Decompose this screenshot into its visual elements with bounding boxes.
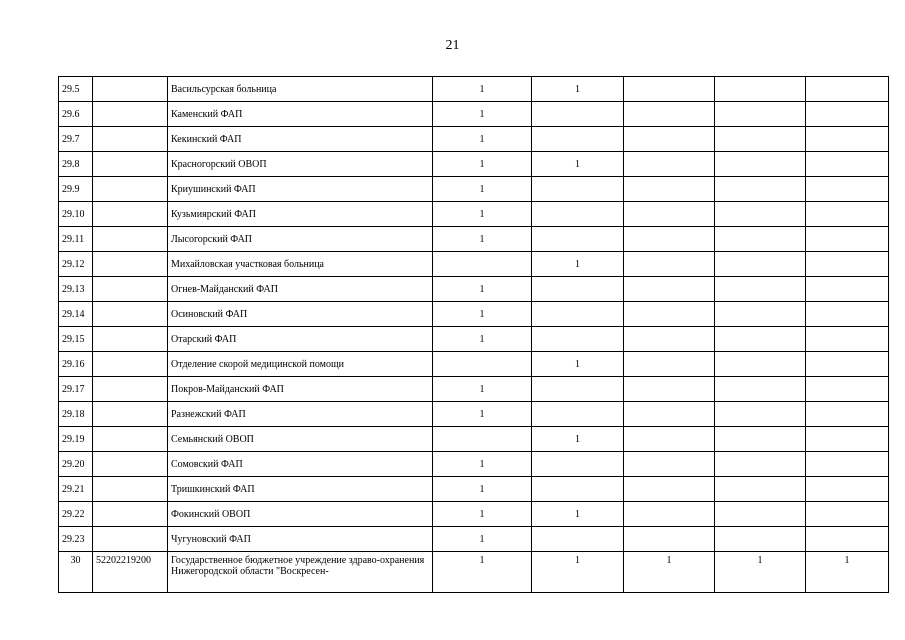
code-cell xyxy=(93,77,168,102)
table-row xyxy=(59,152,889,177)
institution-name-cell: Фокинский ОВОП xyxy=(168,502,433,527)
value-cell-1: 1 xyxy=(433,452,532,477)
value-cell-3: 1 xyxy=(624,552,715,593)
institution-name-cell: Огнев-Майданский ФАП xyxy=(168,277,433,302)
institution-name-cell: Разнежский ФАП xyxy=(168,402,433,427)
page-number: 21 xyxy=(445,38,460,53)
table-row xyxy=(59,127,889,152)
value-cell-4 xyxy=(715,252,806,277)
value-cell-1: 1 xyxy=(433,402,532,427)
value-cell-2: 1 xyxy=(532,352,624,377)
institution-name-cell: Осиновский ФАП xyxy=(168,302,433,327)
row-number-cell: 29.7 xyxy=(59,127,93,152)
value-cell-5 xyxy=(806,177,889,202)
value-cell-2: 1 xyxy=(532,427,624,452)
value-cell-3 xyxy=(624,277,715,302)
value-cell-3 xyxy=(624,77,715,102)
value-cell-4: 1 xyxy=(715,552,806,593)
institution-name-cell: Красногорский ОВОП xyxy=(168,152,433,177)
table-row xyxy=(59,252,889,277)
value-cell-1: 1 xyxy=(433,202,532,227)
institution-name-cell: Кекинский ФАП xyxy=(168,127,433,152)
value-cell-2: 1 xyxy=(532,552,624,593)
value-cell-3 xyxy=(624,377,715,402)
value-cell-1 xyxy=(433,252,532,277)
value-cell-5 xyxy=(806,252,889,277)
table-row xyxy=(59,202,889,227)
value-cell-2 xyxy=(532,477,624,502)
value-cell-2: 1 xyxy=(532,77,624,102)
row-number-cell: 29.12 xyxy=(59,252,93,277)
table-body xyxy=(59,77,889,593)
row-number-cell: 29.15 xyxy=(59,327,93,352)
value-cell-5 xyxy=(806,427,889,452)
value-cell-2 xyxy=(532,527,624,552)
value-cell-4 xyxy=(715,177,806,202)
institution-name-cell: Тришкинский ФАП xyxy=(168,477,433,502)
value-cell-5: 1 xyxy=(806,552,889,593)
value-cell-5 xyxy=(806,477,889,502)
value-cell-5 xyxy=(806,202,889,227)
institution-name-cell: Государственное бюджетное учреждение здраво-охранения Нижегородской области "Воскресен- xyxy=(168,552,433,593)
row-number-cell: 29.11 xyxy=(59,227,93,252)
value-cell-3 xyxy=(624,302,715,327)
institution-name-cell: Каменский ФАП xyxy=(168,102,433,127)
value-cell-2 xyxy=(532,202,624,227)
value-cell-3 xyxy=(624,202,715,227)
table-row xyxy=(59,352,889,377)
row-number-cell: 29.9 xyxy=(59,177,93,202)
value-cell-5 xyxy=(806,127,889,152)
value-cell-3 xyxy=(624,177,715,202)
value-cell-2: 1 xyxy=(532,252,624,277)
value-cell-5 xyxy=(806,152,889,177)
value-cell-3 xyxy=(624,352,715,377)
value-cell-3 xyxy=(624,402,715,427)
value-cell-3 xyxy=(624,427,715,452)
value-cell-2 xyxy=(532,177,624,202)
value-cell-2: 1 xyxy=(532,152,624,177)
row-number-cell: 29.10 xyxy=(59,202,93,227)
row-number-cell: 29.18 xyxy=(59,402,93,427)
institution-name-cell: Лысогорский ФАП xyxy=(168,227,433,252)
value-cell-2 xyxy=(532,327,624,352)
value-cell-3 xyxy=(624,327,715,352)
value-cell-4 xyxy=(715,227,806,252)
value-cell-1: 1 xyxy=(433,77,532,102)
row-number-cell: 29.8 xyxy=(59,152,93,177)
value-cell-4 xyxy=(715,102,806,127)
institutions-table xyxy=(58,76,889,593)
table-row xyxy=(59,277,889,302)
value-cell-1: 1 xyxy=(433,377,532,402)
value-cell-5 xyxy=(806,377,889,402)
institution-name-cell: Покров-Майданский ФАП xyxy=(168,377,433,402)
table-row xyxy=(59,227,889,252)
code-cell: 52202219200 xyxy=(93,552,168,593)
value-cell-5 xyxy=(806,277,889,302)
value-cell-2 xyxy=(532,227,624,252)
value-cell-1: 1 xyxy=(433,102,532,127)
value-cell-4 xyxy=(715,527,806,552)
table-row xyxy=(59,427,889,452)
row-number-cell: 29.17 xyxy=(59,377,93,402)
value-cell-2 xyxy=(532,102,624,127)
value-cell-2 xyxy=(532,302,624,327)
value-cell-5 xyxy=(806,452,889,477)
row-number-cell: 29.20 xyxy=(59,452,93,477)
institution-name-cell: Семьянский ОВОП xyxy=(168,427,433,452)
code-cell xyxy=(93,127,168,152)
table-row xyxy=(59,402,889,427)
code-cell xyxy=(93,427,168,452)
value-cell-1: 1 xyxy=(433,477,532,502)
value-cell-4 xyxy=(715,402,806,427)
table-row xyxy=(59,502,889,527)
row-number-cell: 29.6 xyxy=(59,102,93,127)
value-cell-4 xyxy=(715,277,806,302)
row-number-cell: 30 xyxy=(59,552,93,593)
value-cell-5 xyxy=(806,327,889,352)
value-cell-2: 1 xyxy=(532,502,624,527)
value-cell-4 xyxy=(715,427,806,452)
code-cell xyxy=(93,102,168,127)
code-cell xyxy=(93,527,168,552)
value-cell-4 xyxy=(715,302,806,327)
institution-name-cell: Отделение скорой медицинской помощи xyxy=(168,352,433,377)
value-cell-1: 1 xyxy=(433,127,532,152)
value-cell-1 xyxy=(433,427,532,452)
code-cell xyxy=(93,177,168,202)
value-cell-2 xyxy=(532,127,624,152)
value-cell-1: 1 xyxy=(433,327,532,352)
value-cell-1: 1 xyxy=(433,227,532,252)
row-number-cell: 29.13 xyxy=(59,277,93,302)
institution-name-cell: Михайловская участковая больница xyxy=(168,252,433,277)
value-cell-3 xyxy=(624,452,715,477)
value-cell-5 xyxy=(806,502,889,527)
value-cell-4 xyxy=(715,502,806,527)
value-cell-5 xyxy=(806,402,889,427)
value-cell-5 xyxy=(806,77,889,102)
table-row xyxy=(59,377,889,402)
code-cell xyxy=(93,277,168,302)
row-number-cell: 29.16 xyxy=(59,352,93,377)
code-cell xyxy=(93,352,168,377)
code-cell xyxy=(93,477,168,502)
code-cell xyxy=(93,377,168,402)
value-cell-3 xyxy=(624,152,715,177)
value-cell-3 xyxy=(624,502,715,527)
value-cell-5 xyxy=(806,227,889,252)
value-cell-3 xyxy=(624,102,715,127)
institution-name-cell: Криушинский ФАП xyxy=(168,177,433,202)
table-row xyxy=(59,527,889,552)
value-cell-1 xyxy=(433,352,532,377)
table-row xyxy=(59,77,889,102)
row-number-cell: 29.14 xyxy=(59,302,93,327)
value-cell-4 xyxy=(715,127,806,152)
institution-name-cell: Чугуновский ФАП xyxy=(168,527,433,552)
value-cell-2 xyxy=(532,377,624,402)
value-cell-4 xyxy=(715,377,806,402)
value-cell-5 xyxy=(806,102,889,127)
value-cell-3 xyxy=(624,477,715,502)
value-cell-1: 1 xyxy=(433,302,532,327)
code-cell xyxy=(93,402,168,427)
value-cell-1: 1 xyxy=(433,502,532,527)
value-cell-4 xyxy=(715,202,806,227)
code-cell xyxy=(93,152,168,177)
institution-name-cell: Кузьмиярский ФАП xyxy=(168,202,433,227)
code-cell xyxy=(93,452,168,477)
value-cell-5 xyxy=(806,527,889,552)
value-cell-4 xyxy=(715,77,806,102)
value-cell-1: 1 xyxy=(433,277,532,302)
value-cell-1: 1 xyxy=(433,552,532,593)
value-cell-4 xyxy=(715,452,806,477)
code-cell xyxy=(93,227,168,252)
code-cell xyxy=(93,302,168,327)
institution-name-cell: Сомовский ФАП xyxy=(168,452,433,477)
table-row xyxy=(59,177,889,202)
table-row xyxy=(59,102,889,127)
row-number-cell: 29.21 xyxy=(59,477,93,502)
value-cell-3 xyxy=(624,227,715,252)
table-row xyxy=(59,327,889,352)
value-cell-3 xyxy=(624,252,715,277)
row-number-cell: 29.19 xyxy=(59,427,93,452)
value-cell-3 xyxy=(624,127,715,152)
code-cell xyxy=(93,327,168,352)
table-row xyxy=(59,302,889,327)
value-cell-3 xyxy=(624,527,715,552)
value-cell-5 xyxy=(806,352,889,377)
value-cell-2 xyxy=(532,452,624,477)
institution-name-cell: Отарский ФАП xyxy=(168,327,433,352)
value-cell-1: 1 xyxy=(433,177,532,202)
row-number-cell: 29.5 xyxy=(59,77,93,102)
row-number-cell: 29.22 xyxy=(59,502,93,527)
code-cell xyxy=(93,202,168,227)
value-cell-4 xyxy=(715,477,806,502)
value-cell-1: 1 xyxy=(433,152,532,177)
table-row xyxy=(59,452,889,477)
value-cell-4 xyxy=(715,327,806,352)
code-cell xyxy=(93,252,168,277)
value-cell-1: 1 xyxy=(433,527,532,552)
table-row xyxy=(59,477,889,502)
row-number-cell: 29.23 xyxy=(59,527,93,552)
value-cell-2 xyxy=(532,402,624,427)
table-row xyxy=(59,552,889,593)
value-cell-4 xyxy=(715,152,806,177)
value-cell-4 xyxy=(715,352,806,377)
value-cell-2 xyxy=(532,277,624,302)
code-cell xyxy=(93,502,168,527)
institution-name-cell: Васильсурская больница xyxy=(168,77,433,102)
value-cell-5 xyxy=(806,302,889,327)
